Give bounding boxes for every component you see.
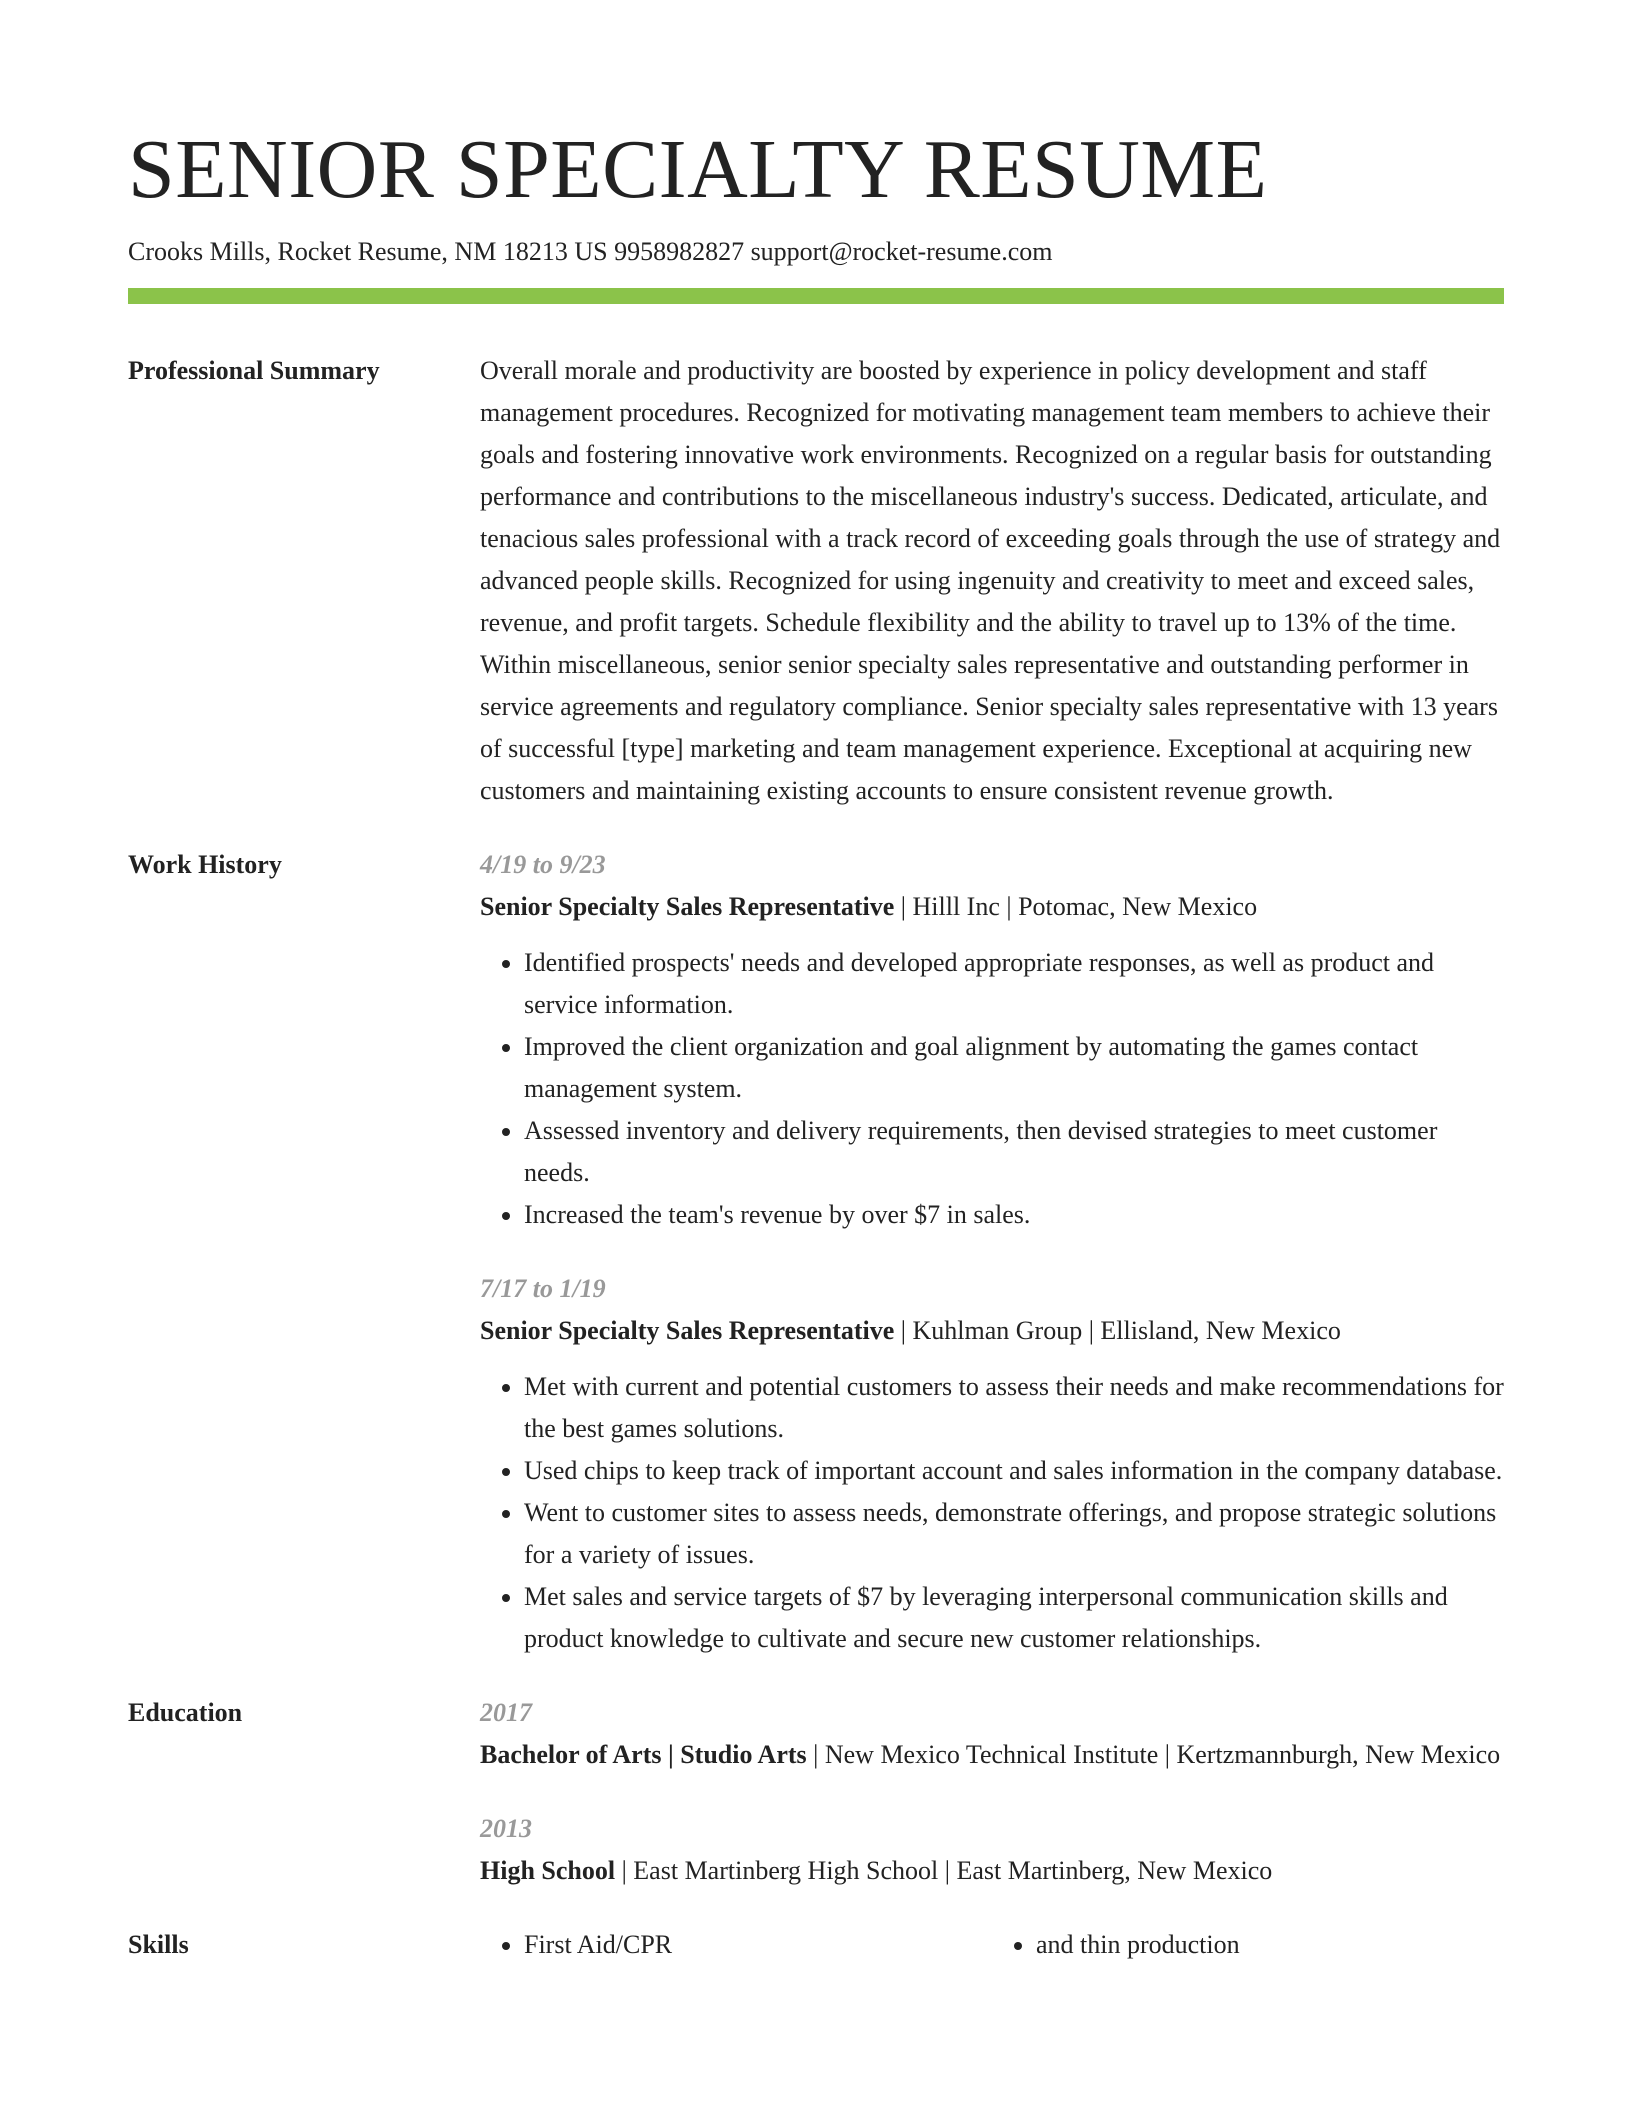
job-bullet: • Met sales and service targets of $7 by leveraging interpersonal communication skills and product knowledge to cultivate and secure new customer relationships. (524, 1576, 1504, 1660)
education-year: 2013 (480, 1814, 532, 1843)
contact-line: Crooks Mills, Rocket Resume, NM 18213 US 9958982827 support@rocket-resume.com (128, 237, 1053, 266)
education-degree-line (480, 1734, 1504, 1776)
summary-text: Overall morale and productivity are boosted by experience in policy development and staff management procedures. Recognized for motivating management team members to achieve their goals and fostering innovative work environments. Recognized on a regular basis for outstanding performance and contributions to the miscellaneous industry's success. Dedicated, articulate, and tenacious sales professional with a track record of exceeding goals through the use of strategy and advanced people skills. Recognized for using ingenuity and creativity to meet and exceed sales, revenue, and profit targets. Schedule flexibility and the ability to travel up to 13% of the time. Within miscellaneous, senior senior specialty sales representative and outstanding performer in service agreements and regulatory compliance. Senior specialty sales representative with 13 years of successful [type] marketing and team management experience. Exceptional at acquiring new customers and maintaining existing accounts to ensure consistent revenue growth. (480, 356, 1501, 805)
skills-section (128, 1924, 1504, 1966)
job-bullet: • Went to customer sites to assess needs, demonstrate offerings, and propose strategic solutions for a variety of issues. (524, 1492, 1504, 1576)
skills-body (480, 1924, 1504, 1966)
resume-title: SENIOR SPECIALTY RESUME (128, 123, 1268, 216)
job-bullet: • Assessed inventory and delivery requirements, then devised strategies to meet customer needs. (524, 1110, 1504, 1194)
education-degree: High School (480, 1856, 616, 1885)
job-bullets (480, 942, 1504, 1236)
work-history-body (480, 844, 1504, 1660)
education-degree: Bachelor of Arts | Studio Arts (480, 1740, 807, 1769)
skills-column (480, 1924, 992, 1966)
job-bullet: • Increased the team's revenue by over $7 in sales. (524, 1194, 1504, 1236)
job-bullet: • Improved the client organization and goal alignment by automating the games contact management system. (524, 1026, 1504, 1110)
summary-label: Professional Summary (128, 356, 380, 385)
job-bullet: • Met with current and potential customers to assess their needs and make recommendations for the best games solutions. (524, 1366, 1504, 1450)
skills-label: Skills (128, 1930, 189, 1959)
education-label: Education (128, 1698, 243, 1727)
education-entry (480, 1808, 1504, 1892)
skills-column (992, 1924, 1504, 1966)
job-company-location: | Hilll Inc | Potomac, New Mexico (894, 892, 1258, 921)
education-body (480, 1692, 1504, 1892)
job-entry (480, 844, 1504, 1236)
job-company-location: | Kuhlman Group | Ellisland, New Mexico (894, 1316, 1341, 1345)
accent-divider (128, 288, 1504, 304)
education-school-location: | East Martinberg High School | East Martinberg, New Mexico (615, 1856, 1273, 1885)
job-title: Senior Specialty Sales Representative (480, 1316, 895, 1345)
job-bullet: • Used chips to keep track of important account and sales information in the company database. (524, 1450, 1504, 1492)
skill-item: • First Aid/CPR (524, 1924, 992, 1966)
job-bullets (480, 1366, 1504, 1660)
education-entry (480, 1692, 1504, 1776)
education-school-location: | New Mexico Technical Institute | Kertzmannburgh, New Mexico (806, 1740, 1501, 1769)
work-history-label: Work History (128, 850, 282, 879)
summary-section (128, 350, 1504, 812)
job-dates: 4/19 to 9/23 (480, 850, 606, 879)
job-role-line (480, 886, 1504, 928)
job-title: Senior Specialty Sales Representative (480, 892, 895, 921)
job-dates: 7/17 to 1/19 (480, 1274, 606, 1303)
job-role-line (480, 1310, 1504, 1352)
skill-item: • and thin production (1036, 1924, 1504, 1966)
education-degree-line (480, 1850, 1504, 1892)
education-year: 2017 (480, 1698, 532, 1727)
resume-page (128, 118, 1504, 1966)
job-entry (480, 1268, 1504, 1660)
job-bullet: • Identified prospects' needs and developed appropriate responses, as well as product and service information. (524, 942, 1504, 1026)
education-section (128, 1692, 1504, 1892)
work-history-section (128, 844, 1504, 1660)
